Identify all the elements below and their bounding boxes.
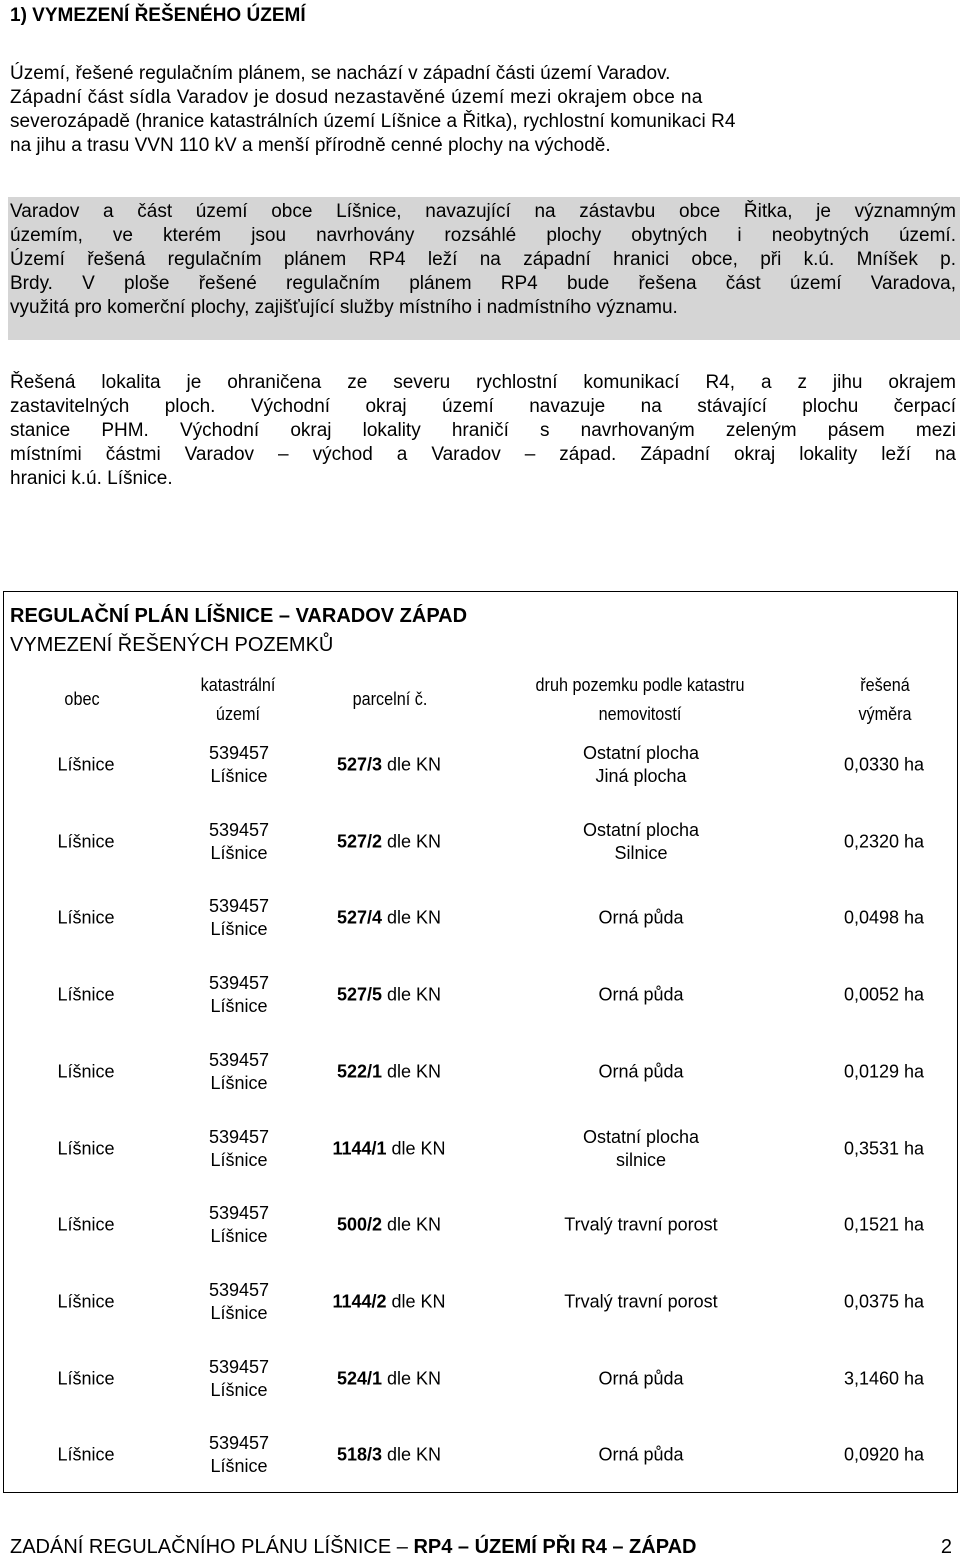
cell-katastralni-uzemi xyxy=(209,972,269,1018)
footer-bold-text: RP4 – ÚZEMÍ PŘI R4 – ZÁPAD xyxy=(413,1536,697,1558)
header-vymera-line2: výměra xyxy=(858,704,912,724)
paragraph-line: hranici k.ú. Líšnice. xyxy=(10,468,173,489)
table-row xyxy=(0,727,960,803)
cell-druh-line1: Trvalý travní porost xyxy=(564,1291,718,1312)
paragraph-line: Území, řešené regulačním plánem, se nachází v západní části území Varadov. xyxy=(10,63,671,84)
cell-parcel-number: 1144/2 xyxy=(332,1291,387,1312)
cell-ku-code: 539457 xyxy=(208,1203,270,1224)
cell-parcelni-cislo xyxy=(337,984,441,1007)
header-parcelni-cislo xyxy=(353,687,428,711)
cell-katastralni-uzemi xyxy=(209,819,269,865)
cell-katastralni-uzemi xyxy=(209,1279,269,1325)
cell-vymera: 3,1460 ha xyxy=(843,1368,925,1389)
cell-druh-pozemku xyxy=(598,984,683,1007)
cell-druh-pozemku xyxy=(583,819,699,865)
cell-parcel-number: 527/4 xyxy=(336,907,382,928)
paragraph-line: Řešená lokalita je ohraničena ze severu rychlostní komunikací R4, a z jihu okrajem xyxy=(10,372,956,393)
cell-katastralni-uzemi xyxy=(209,895,269,941)
cell-druh-line1: Trvalý travní porost xyxy=(564,1214,718,1235)
cell-ku-name: Líšnice xyxy=(210,1379,268,1400)
paragraph-line: využitá pro komerční plochy, zajišťující služby místního i nadmístního významu. xyxy=(10,297,678,318)
page-number: 2 xyxy=(940,1536,952,1558)
cell-ku-code: 539457 xyxy=(208,896,270,917)
cell-parcel-number: 1144/1 xyxy=(332,1138,387,1158)
cell-parcelni-cislo xyxy=(332,1290,445,1313)
header-katastr-line2: území xyxy=(215,704,261,724)
footer-text: ZADÁNÍ REGULAČNÍHO PLÁNU LÍŠNICE – xyxy=(10,1536,414,1558)
table-row xyxy=(0,957,960,1033)
cell-parcel-number: 527/2 xyxy=(336,831,382,852)
cell-parcelni-cislo xyxy=(337,1060,441,1083)
cell-katastralni-uzemi xyxy=(209,1126,269,1172)
page-footer xyxy=(10,1534,696,1560)
table-row xyxy=(0,1341,960,1417)
cell-katastralni-uzemi xyxy=(209,1356,269,1402)
cell-vymera: 0,0375 ha xyxy=(843,1291,925,1312)
cell-ku-code: 539457 xyxy=(208,1126,270,1147)
header-druh-line1: druh pozemku podle katastru xyxy=(535,675,745,695)
cell-druh-line1: Ostatní plocha xyxy=(582,1126,700,1147)
cell-parcel-number: 500/2 xyxy=(336,1214,382,1235)
cell-druh-line1: Orná půda xyxy=(598,907,684,928)
cell-ku-name: Líšnice xyxy=(210,1302,268,1323)
cell-vymera: 0,0330 ha xyxy=(843,754,925,775)
cell-parcel-source: dle KN xyxy=(387,1214,442,1235)
table-row xyxy=(0,880,960,956)
table-row xyxy=(0,1034,960,1110)
header-parcel-label: parcelní č. xyxy=(352,689,428,709)
cell-katastralni-uzemi xyxy=(209,742,269,788)
cell-katastralni-uzemi xyxy=(209,1049,269,1095)
cell-obec: Líšnice xyxy=(57,1368,115,1389)
location-paragraph xyxy=(10,371,956,491)
cell-obec: Líšnice xyxy=(57,1291,115,1312)
paragraph-line: místními částmi Varadov – východ a Varadov – západ. Západní okraj lokality leží na xyxy=(10,444,956,465)
cell-druh-line1: Orná půda xyxy=(598,1368,684,1389)
header-obec xyxy=(64,687,99,711)
cell-ku-code: 539457 xyxy=(208,1279,270,1300)
cell-druh-pozemku xyxy=(583,742,699,788)
cell-parcel-source: dle KN xyxy=(387,1444,442,1465)
cell-ku-code: 539457 xyxy=(208,1049,270,1070)
cell-parcel-source: dle KN xyxy=(387,1061,442,1082)
cell-druh-line1: Orná půda xyxy=(598,1444,684,1465)
cell-obec: Líšnice xyxy=(57,1138,115,1158)
cell-druh-pozemku xyxy=(598,1367,683,1390)
cell-obec: Líšnice xyxy=(57,1444,115,1465)
cell-ku-name: Líšnice xyxy=(210,996,268,1017)
cell-druh-line2: Jiná plocha xyxy=(595,766,687,786)
cell-katastralni-uzemi xyxy=(209,1202,269,1248)
section-heading: 1) VYMEZENÍ ŘEŠENÉHO ÚZEMÍ xyxy=(10,5,306,26)
cell-parcel-source: dle KN xyxy=(391,1138,446,1158)
cell-druh-line1: Orná půda xyxy=(598,1061,684,1082)
cell-parcelni-cislo xyxy=(337,907,441,930)
table-row xyxy=(0,1187,960,1263)
cell-obec: Líšnice xyxy=(57,754,115,775)
cell-ku-code: 539457 xyxy=(208,1356,270,1377)
cell-parcelni-cislo xyxy=(337,1367,441,1390)
cell-parcel-source: dle KN xyxy=(391,1291,446,1312)
cell-druh-pozemku xyxy=(564,1290,717,1313)
cell-druh-pozemku xyxy=(598,1444,683,1467)
cell-parcelni-cislo xyxy=(337,754,441,777)
paragraph-line: Území řešená regulačním plánem RP4 leží na západní hranici obce, při k.ú. Mníšek p. xyxy=(10,249,956,270)
cell-ku-code: 539457 xyxy=(208,819,270,840)
paragraph-line: Brdy. V ploše řešené regulačním plánem RP4 bude řešena část území Varadova, xyxy=(10,273,956,294)
cell-parcel-number: 527/3 xyxy=(336,754,382,775)
cell-ku-name: Líšnice xyxy=(210,766,268,786)
cell-druh-line1: Orná půda xyxy=(598,984,684,1005)
cell-vymera: 0,0498 ha xyxy=(843,907,925,928)
cell-parcel-number: 527/5 xyxy=(336,984,382,1005)
header-druh-line2: nemovitostí xyxy=(598,704,682,724)
cell-obec: Líšnice xyxy=(57,984,115,1005)
cell-vymera: 0,0052 ha xyxy=(843,984,925,1005)
cell-vymera: 0,2320 ha xyxy=(843,831,925,852)
cell-druh-pozemku xyxy=(583,1126,699,1172)
header-katastralni-uzemi xyxy=(201,673,276,726)
cell-parcelni-cislo xyxy=(337,1444,441,1467)
cell-obec: Líšnice xyxy=(57,831,115,852)
cell-vymera: 0,1521 ha xyxy=(843,1214,925,1235)
paragraph-line: Varadov a část území obce Líšnice, navazující na zástavbu obce Řitka, je významným xyxy=(10,201,956,222)
cell-parcelni-cislo xyxy=(337,1214,441,1237)
cell-parcel-source: dle KN xyxy=(387,831,442,852)
cell-vymera: 0,0129 ha xyxy=(843,1061,925,1082)
cell-ku-code: 539457 xyxy=(208,743,270,763)
cell-parcel-number: 522/1 xyxy=(336,1061,382,1082)
cell-parcel-number: 524/1 xyxy=(336,1368,382,1389)
header-druh-pozemku xyxy=(536,673,745,726)
cell-druh-line1: Ostatní plocha xyxy=(582,819,700,840)
cell-obec: Líšnice xyxy=(57,1061,115,1082)
highlighted-paragraph xyxy=(10,200,956,320)
cell-ku-name: Líšnice xyxy=(210,1149,268,1170)
table-subtitle: VYMEZENÍ ŘEŠENÝCH POZEMKŮ xyxy=(10,634,334,656)
paragraph-line: na jihu a trasu VVN 110 kV a menší přírodně cenné plochy na východě. xyxy=(10,135,611,156)
table-row xyxy=(0,804,960,880)
cell-katastralni-uzemi xyxy=(209,1432,269,1478)
cell-obec: Líšnice xyxy=(57,907,115,928)
header-vymera-line1: řešená xyxy=(860,675,910,695)
paragraph-line: zastavitelných ploch. Východní okraj území navazuje na stávající plochu čerpací xyxy=(10,396,956,417)
cell-ku-name: Líšnice xyxy=(210,1226,268,1247)
table-title: REGULAČNÍ PLÁN LÍŠNICE – VARADOV ZÁPAD xyxy=(10,605,468,627)
paragraph-line: severozápadě (hranice katastrálních území Líšnice a Řitka), rychlostní komunikaci R4 xyxy=(10,111,736,132)
cell-druh-pozemku xyxy=(564,1214,717,1237)
header-resena-vymera xyxy=(858,673,911,726)
table-row xyxy=(0,1264,960,1340)
paragraph-line: stanice PHM. Východní okraj lokality hraničí s navrhovaným zeleným pásem mezi xyxy=(10,420,956,441)
cell-parcel-source: dle KN xyxy=(387,984,442,1005)
cell-parcelni-cislo xyxy=(337,830,441,853)
cell-obec: Líšnice xyxy=(57,1214,115,1235)
cell-druh-pozemku xyxy=(598,1060,683,1083)
cell-druh-pozemku xyxy=(598,907,683,930)
cell-ku-name: Líšnice xyxy=(210,842,268,863)
cell-ku-code: 539457 xyxy=(208,973,270,994)
cell-parcelni-cislo xyxy=(332,1137,445,1160)
cell-ku-name: Líšnice xyxy=(210,1072,268,1093)
cell-parcel-number: 518/3 xyxy=(336,1444,382,1465)
header-katastr-line1: katastrální xyxy=(200,675,276,695)
cell-parcel-source: dle KN xyxy=(387,754,442,775)
cell-druh-line2: Silnice xyxy=(614,842,668,863)
cell-vymera: 0,0920 ha xyxy=(843,1444,925,1465)
cell-parcel-source: dle KN xyxy=(387,1368,442,1389)
table-row xyxy=(0,1111,960,1187)
paragraph-line: Západní část sídla Varadov je dosud nezastavěné území mezi okrajem obce na xyxy=(10,87,703,108)
cell-ku-name: Líšnice xyxy=(210,919,268,940)
header-obec-label: obec xyxy=(64,689,100,709)
cell-druh-line1: Ostatní plocha xyxy=(582,743,700,763)
cell-druh-line2: silnice xyxy=(615,1149,667,1170)
cell-ku-code: 539457 xyxy=(208,1433,270,1454)
table-row xyxy=(0,1417,960,1493)
cell-vymera: 0,3531 ha xyxy=(843,1138,925,1158)
cell-ku-name: Líšnice xyxy=(210,1456,268,1477)
intro-paragraph xyxy=(10,62,956,158)
paragraph-line: územím, ve kterém jsou navrhovány rozsáhlé plochy obytných i neobytných území. xyxy=(10,225,956,246)
cell-parcel-source: dle KN xyxy=(387,907,442,928)
